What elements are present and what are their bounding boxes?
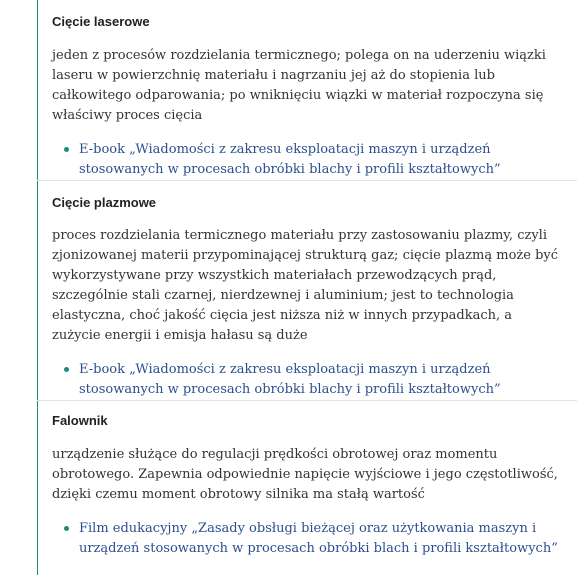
glossary-entry-inverter	[37, 401, 577, 575]
glossary-entry-plasma-cutting	[37, 181, 577, 400]
glossary-definition: proces rozdzielania termicznego materiału przy zastosowaniu plazmy, czyli zjonizowanej materii przypominającej strukturą gaz; cięcie plazmą może być wykorzystywane przy wszystkich materiałach przewodzących prąd, szczególnie stali czarnej, nierdzewnej i aluminium; jest to technologia elastyczna, choć jakość cięcia jest niższa niż w innych przypadkach, a zużycie energii i emisja hałasu są duże	[52, 228, 559, 343]
bullet-icon	[64, 526, 69, 531]
glossary-term: Cięcie plazmowe	[52, 195, 157, 210]
glossary-entry-laser-cutting	[37, 0, 577, 180]
bullet-icon	[64, 367, 69, 372]
glossary-term: Falownik	[52, 413, 108, 428]
glossary-definition: jeden z procesów rozdzielania termicznego; polega on na uderzeniu wiązki laseru w powierzchnię materiału i nagrzaniu jej aż do stopienia lub całkowitego odparowania; po wniknięciu wiązki w materiał rozpoczyna się właściwy proces cięcia	[52, 48, 546, 123]
related-link-item	[64, 519, 576, 559]
ebook-link[interactable]: E-book „Wiadomości z zakresu eksploatacji maszyn i urządzeń stosowanych w procesach obróbki blachy i profili kształtowych”	[79, 142, 501, 177]
glossary-definition: urządzenie służące do regulacji prędkości obrotowej oraz momentu obrotowego. Zapewnia odpowiednie napięcie wyjściowe i jego częstotliwość, dzięki czemu moment obrotowy silnika ma stałą wartość	[52, 447, 558, 502]
related-links	[52, 519, 576, 559]
related-link-item	[64, 140, 576, 180]
bullet-icon	[64, 147, 69, 152]
ebook-link[interactable]: E-book „Wiadomości z zakresu eksploatacji maszyn i urządzeń stosowanych w procesach obróbki blachy i profili kształtowych”	[79, 362, 501, 397]
film-link[interactable]: Film edukacyjny „Zasady obsługi bieżącej oraz użytkowania maszyn i urządzeń stosowanych w procesach obróbki blach i profili kształtowych”	[79, 521, 558, 556]
related-links	[52, 140, 576, 180]
glossary-term: Cięcie laserowe	[52, 14, 150, 29]
related-links	[52, 360, 576, 400]
related-link-item	[64, 360, 576, 400]
